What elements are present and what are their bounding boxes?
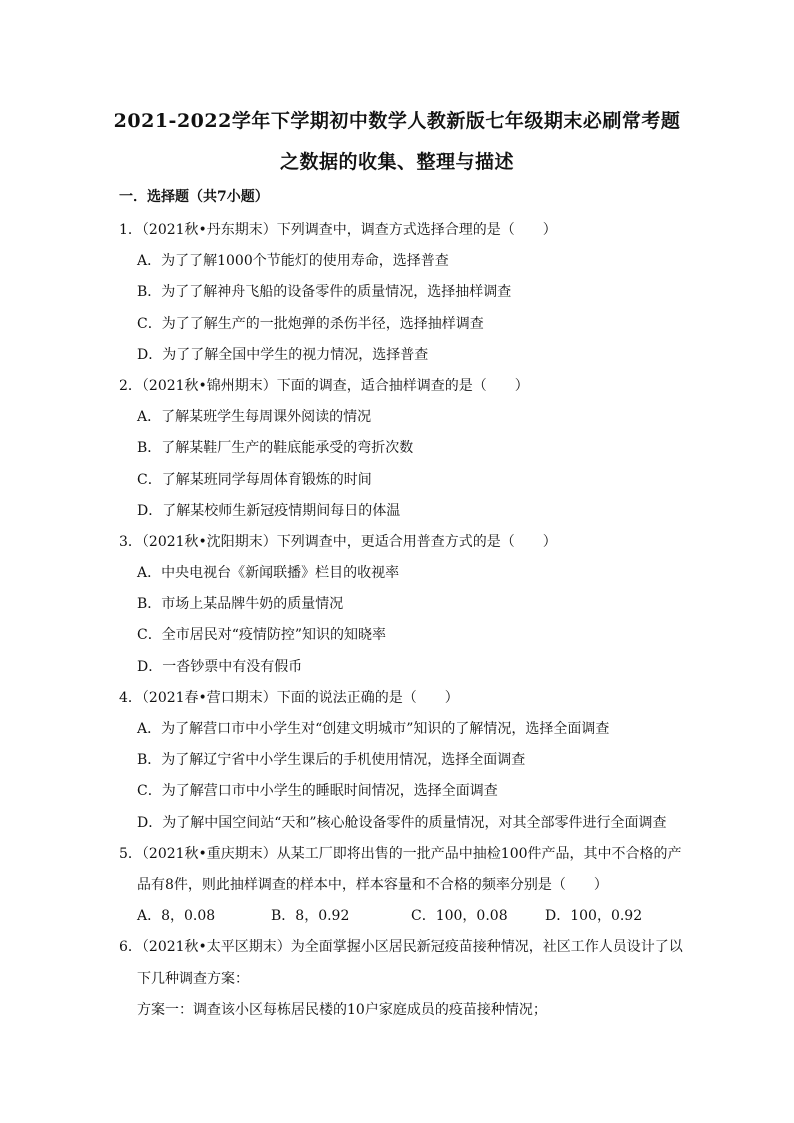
- question-stem: 5．（2021秋•重庆期末）从某工厂即将出售的一批产品中抽检100件产品，其中不合格的产: [119, 845, 682, 862]
- option-c: C．为了了解生产的一批炮弹的杀伤半径，选择抽样调查: [137, 315, 484, 332]
- question-4: [0, 683, 794, 839]
- survey-plan-1: 方案一：调查该小区每栋居民楼的10户家庭成员的疫苗接种情况；: [137, 1001, 547, 1018]
- option-b: B．为了了解神舟飞船的设备零件的质量情况，选择抽样调查: [137, 284, 512, 301]
- question-stem-continued: 品有8件，则此抽样调查的样本中，样本容量和不合格的频率分别是（ ）: [137, 876, 608, 893]
- option-b: B．市场上某品牌牛奶的质量情况: [137, 596, 344, 613]
- question-2: [0, 371, 794, 527]
- option-a: A．为了解营口市中小学生对“创建文明城市”知识的了解情况，选择全面调查: [137, 721, 610, 737]
- option-c: C．全市居民对“疫情防控”知识的知晓率: [137, 627, 387, 644]
- question-stem: 4．（2021春•营口期末）下面的说法正确的是（ ）: [119, 689, 459, 706]
- document-title-line-1: 2021-2022学年下学期初中数学人教新版七年级期末必刷常考题: [113, 110, 681, 132]
- option-a: A．了解某班学生每周课外阅读的情况: [137, 409, 372, 426]
- option-b: B．为了解辽宁省中小学生课后的手机使用情况，选择全面调查: [137, 752, 526, 769]
- document-title-line-2: 之数据的收集、整理与描述: [279, 151, 514, 173]
- question-stem-continued: 下几种调查方案：: [137, 970, 249, 987]
- question-6: [0, 932, 794, 1026]
- question-5: [0, 839, 794, 933]
- option-a: A．中央电视台《新闻联播》栏目的收视率: [137, 565, 400, 582]
- section-heading: 一．选择题（共7小题）: [119, 189, 269, 205]
- option-c: C．100，0.08: [411, 908, 508, 925]
- option-d: D．为了解中国空间站“天和”核心舱设备零件的质量情况，对其全部零件进行全面调查: [137, 814, 667, 831]
- question-1: [0, 215, 794, 371]
- option-d: D．了解某校师生新冠疫情期间每日的体温: [137, 502, 401, 519]
- question-stem: 6．（2021秋•太平区期末）为全面掌握小区居民新冠疫苗接种情况，社区工作人员设计了以: [119, 939, 683, 956]
- option-b: B．8，0.92: [271, 908, 350, 925]
- option-a: A．为了了解1000个节能灯的使用寿命，选择普查: [137, 253, 449, 270]
- question-3: [0, 527, 794, 683]
- option-c: C．为了解营口市中小学生的睡眠时间情况，选择全面调查: [137, 783, 498, 800]
- question-list: [0, 215, 794, 1026]
- question-stem: 3．（2021秋•沈阳期末）下列调查中，更适合用普查方式的是（ ）: [119, 533, 557, 550]
- option-a: A．8，0.08: [137, 908, 216, 925]
- option-d: D．为了了解全国中学生的视力情况，选择普查: [137, 346, 429, 363]
- option-c: C．了解某班同学每周体育锻炼的时间: [137, 471, 372, 488]
- option-d: D．一沓钞票中有没有假币: [137, 658, 303, 675]
- option-b: B．了解某鞋厂生产的鞋底能承受的弯折次数: [137, 440, 414, 457]
- question-stem: 1．（2021秋•丹东期末）下列调查中，调查方式选择合理的是（ ）: [119, 222, 557, 238]
- option-d: D．100，0.92: [545, 908, 643, 925]
- question-stem: 2．（2021秋•锦州期末）下面的调查，适合抽样调查的是（ ）: [119, 377, 529, 394]
- inline-options: [0, 901, 794, 932]
